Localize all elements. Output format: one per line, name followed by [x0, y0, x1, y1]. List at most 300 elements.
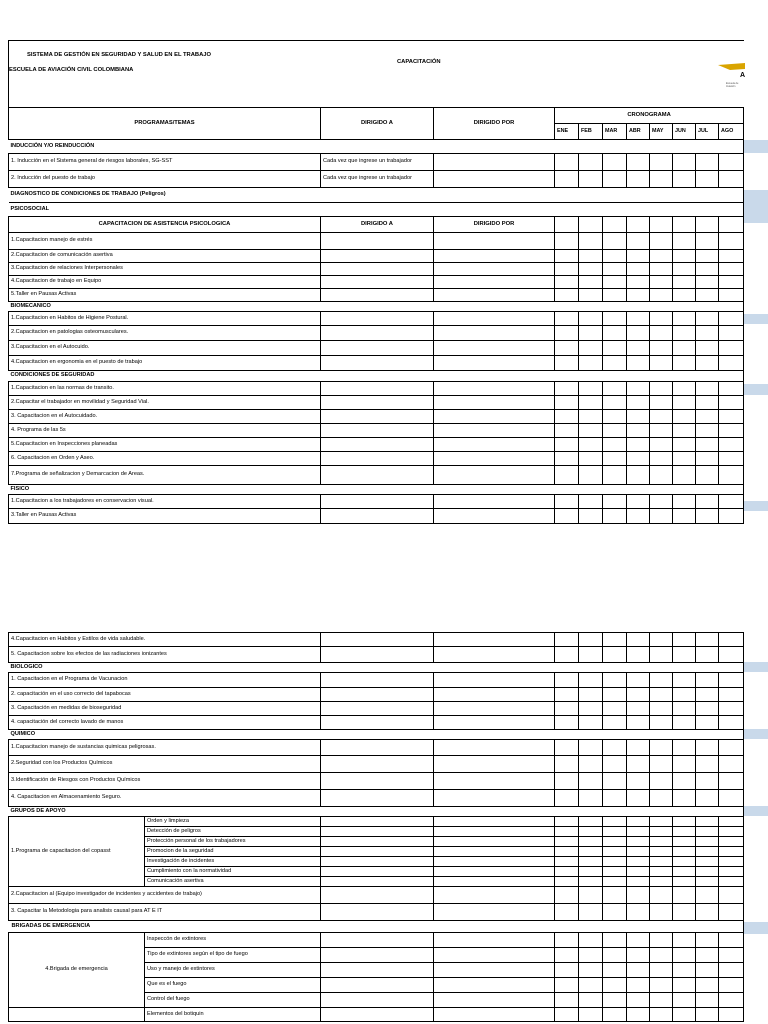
program-topic: 3. Capacitar la Metodologia para analisis causal para AT E IT — [9, 904, 321, 921]
schedule-cell — [673, 410, 696, 424]
schedule-cell — [696, 233, 719, 250]
schedule-cell — [579, 495, 603, 509]
schedule-cell — [627, 847, 650, 857]
month-jun: JUN — [673, 124, 696, 140]
dirigido-a-cell — [321, 756, 434, 773]
dirigido-a-cell — [321, 276, 434, 289]
header-line-1: SISTEMA DE GESTIÓN EN SEGURIDAD Y SALUD EN EL TRABAJO — [27, 52, 212, 58]
schedule-cell — [579, 673, 603, 688]
dirigido-a-cell — [321, 817, 434, 827]
schedule-cell — [673, 688, 696, 702]
dirigido-por-cell — [434, 326, 555, 341]
dirigido-a-cell — [321, 933, 434, 948]
schedule-cell — [650, 633, 673, 647]
program-topic: 2.Capacitacion al (Equipo investigador de incidentes y accidentes de trabajo) — [9, 887, 321, 904]
schedule-cell — [696, 688, 719, 702]
schedule-cell — [555, 963, 579, 978]
program-topic: 5. Capacitacion sobre los efectos de las radiaciones ionizantes — [9, 647, 321, 663]
psico-dirigido-por-header: DIRIGIDO POR — [434, 217, 555, 233]
dirigido-a-cell — [321, 1008, 434, 1022]
schedule-cell — [719, 647, 744, 663]
program-topic: 2. Inducción del puesto de trabajo — [9, 171, 321, 188]
dirigido-a-cell — [321, 233, 434, 250]
program-topic: 2.Capacitar el trabajador en movilidad y Seguridad Vial. — [9, 396, 321, 410]
schedule-cell — [673, 250, 696, 263]
schedule-cell — [627, 673, 650, 688]
section-band — [743, 922, 768, 934]
program-topic: 1. Capacitacion en el Programa de Vacunacion — [9, 673, 321, 688]
schedule-cell — [555, 495, 579, 509]
schedule-cell — [673, 495, 696, 509]
schedule-cell — [555, 716, 579, 730]
schedule-cell — [650, 263, 673, 276]
schedule-cell — [603, 263, 627, 276]
dirigido-por-cell — [434, 466, 555, 485]
dirigido-por-cell — [434, 673, 555, 688]
schedule-cell — [603, 250, 627, 263]
schedule-cell — [673, 857, 696, 867]
dirigido-a-cell — [321, 452, 434, 466]
schedule-cell — [603, 740, 627, 756]
program-topic: 1.Capacitacion manejo de sustancias quimicas peligrosas. — [9, 740, 321, 756]
month-jul: JUL — [696, 124, 719, 140]
schedule-cell — [603, 867, 627, 877]
schedule-cell — [579, 933, 603, 948]
schedule-cell — [673, 396, 696, 410]
dirigido-por-cell — [434, 263, 555, 276]
schedule-cell — [719, 396, 744, 410]
schedule-cell — [719, 341, 744, 356]
dirigido-a-cell — [321, 424, 434, 438]
schedule-cell — [555, 424, 579, 438]
schedule-cell — [650, 827, 673, 837]
program-topic: 5.Taller en Pausas Activas — [9, 289, 321, 302]
schedule-cell — [650, 154, 673, 171]
schedule-cell — [555, 356, 579, 371]
schedule-cell — [627, 716, 650, 730]
logo-subtext: Escuela de Aviación — [726, 82, 739, 88]
schedule-cell — [555, 904, 579, 921]
program-topic: 2.Capacitacion de comunicación asertiva — [9, 250, 321, 263]
schedule-cell — [650, 438, 673, 452]
copasst-topic: Cumplimiento con la normatividad — [145, 867, 321, 877]
schedule-cell — [719, 289, 744, 302]
schedule-cell — [719, 326, 744, 341]
schedule-cell — [555, 396, 579, 410]
schedule-cell — [555, 312, 579, 326]
schedule-cell — [719, 817, 744, 827]
schedule-cell — [673, 289, 696, 302]
program-topic: 1. Inducción en el Sistema general de riesgos laborales, SG-SST — [9, 154, 321, 171]
copasst-topic: Detección de peligros — [145, 827, 321, 837]
dirigido-a-cell — [321, 688, 434, 702]
schedule-cell — [555, 154, 579, 171]
schedule-cell — [555, 857, 579, 867]
schedule-cell — [603, 382, 627, 396]
dirigido-a-cell — [321, 356, 434, 371]
dirigido-por-cell — [434, 382, 555, 396]
program-topic: 3.Identificación de Riesgos con Productos Químicos — [9, 773, 321, 790]
schedule-cell — [673, 790, 696, 807]
table-page-2 — [8, 632, 743, 1022]
schedule-cell — [696, 289, 719, 302]
schedule-cell — [650, 817, 673, 827]
month-mar: MAR — [603, 124, 627, 140]
schedule-cell — [579, 993, 603, 1008]
schedule-cell — [719, 217, 744, 233]
dirigido-a-cell — [321, 263, 434, 276]
schedule-cell — [673, 978, 696, 993]
schedule-cell — [579, 817, 603, 827]
dirigido-por-cell — [434, 827, 555, 837]
schedule-cell — [650, 716, 673, 730]
schedule-cell — [579, 790, 603, 807]
schedule-cell — [579, 1008, 603, 1022]
schedule-cell — [696, 716, 719, 730]
schedule-cell — [579, 382, 603, 396]
dirigido-a-cell — [321, 773, 434, 790]
schedule-cell — [555, 438, 579, 452]
schedule-cell — [555, 326, 579, 341]
schedule-cell — [696, 756, 719, 773]
schedule-cell — [696, 647, 719, 663]
brigada-topic: Tipo de extintores según el tipo de fuego — [145, 948, 321, 963]
schedule-cell — [696, 877, 719, 887]
schedule-cell — [719, 948, 744, 963]
schedule-cell — [650, 867, 673, 877]
schedule-cell — [719, 867, 744, 877]
col-programas: PROGRAMAS/TEMAS — [9, 108, 321, 140]
schedule-cell — [555, 466, 579, 485]
schedule-cell — [673, 312, 696, 326]
schedule-cell — [555, 887, 579, 904]
dirigido-a-cell — [321, 963, 434, 978]
schedule-cell — [673, 509, 696, 524]
schedule-cell — [555, 382, 579, 396]
schedule-cell — [555, 688, 579, 702]
schedule-cell — [696, 452, 719, 466]
schedule-cell — [555, 837, 579, 847]
schedule-cell — [696, 867, 719, 877]
dirigido-por-cell — [434, 716, 555, 730]
schedule-cell — [650, 495, 673, 509]
schedule-cell — [627, 312, 650, 326]
schedule-cell — [673, 837, 696, 847]
schedule-cell — [627, 633, 650, 647]
schedule-cell — [603, 688, 627, 702]
schedule-cell — [555, 233, 579, 250]
dirigido-por-cell — [434, 438, 555, 452]
schedule-cell — [627, 233, 650, 250]
program-topic: 4.Capacitacion en ergonomia en el puesto de trabajo — [9, 356, 321, 371]
schedule-cell — [696, 424, 719, 438]
schedule-cell — [579, 877, 603, 887]
schedule-cell — [579, 978, 603, 993]
document-header — [8, 40, 744, 108]
table-page-1 — [8, 107, 743, 524]
month-may: MAY — [650, 124, 673, 140]
schedule-cell — [555, 867, 579, 877]
schedule-cell — [719, 756, 744, 773]
schedule-cell — [696, 382, 719, 396]
schedule-cell — [650, 790, 673, 807]
dirigido-por-cell — [434, 396, 555, 410]
col-cronograma: CRONOGRAMA — [555, 108, 744, 124]
schedule-cell — [650, 452, 673, 466]
schedule-cell — [719, 790, 744, 807]
schedule-cell — [696, 263, 719, 276]
schedule-cell — [650, 289, 673, 302]
dirigido-por-cell — [434, 633, 555, 647]
program-topic: 6. Capacitacion en Orden y Aseo. — [9, 452, 321, 466]
dirigido-por-cell — [434, 276, 555, 289]
schedule-cell — [603, 963, 627, 978]
schedule-cell — [603, 466, 627, 485]
schedule-cell — [696, 509, 719, 524]
schedule-cell — [719, 233, 744, 250]
schedule-cell — [555, 847, 579, 857]
program-topic: 5.Capacitacion en Inspecciones planeadas — [9, 438, 321, 452]
schedule-cell — [555, 740, 579, 756]
schedule-cell — [627, 993, 650, 1008]
schedule-cell — [555, 341, 579, 356]
schedule-cell — [719, 963, 744, 978]
schedule-cell — [555, 933, 579, 948]
schedule-cell — [673, 740, 696, 756]
schedule-cell — [603, 904, 627, 921]
schedule-cell — [650, 877, 673, 887]
schedule-cell — [579, 740, 603, 756]
schedule-cell — [673, 933, 696, 948]
section-heading: GRUPOS DE APOYO — [9, 807, 744, 817]
schedule-cell — [579, 857, 603, 867]
psico-programas-header: CAPACITACION DE ASISTENCIA PSICOLOGICA — [9, 217, 321, 233]
dirigido-a-cell — [321, 341, 434, 356]
dirigido-a-cell — [321, 382, 434, 396]
schedule-cell — [650, 847, 673, 857]
copasst-topic: Promocion de la seguridad — [145, 847, 321, 857]
schedule-cell — [555, 217, 579, 233]
schedule-cell — [650, 382, 673, 396]
schedule-cell — [579, 716, 603, 730]
dirigido-a-cell — [321, 633, 434, 647]
schedule-cell — [555, 790, 579, 807]
schedule-cell — [650, 993, 673, 1008]
logo-letter: A — [740, 72, 746, 79]
dirigido-por-cell — [434, 867, 555, 877]
section-band — [743, 501, 768, 511]
schedule-cell — [673, 263, 696, 276]
section-heading: BIOLOGICO — [9, 663, 744, 673]
schedule-cell — [719, 887, 744, 904]
dirigido-por-cell — [434, 509, 555, 524]
schedule-cell — [579, 341, 603, 356]
dirigido-por-cell — [434, 495, 555, 509]
schedule-cell — [696, 837, 719, 847]
schedule-cell — [603, 756, 627, 773]
schedule-cell — [719, 740, 744, 756]
schedule-cell — [650, 933, 673, 948]
schedule-cell — [627, 263, 650, 276]
schedule-cell — [696, 1008, 719, 1022]
schedule-cell — [627, 948, 650, 963]
schedule-cell — [555, 827, 579, 837]
schedule-cell — [627, 790, 650, 807]
schedule-cell — [719, 827, 744, 837]
schedule-cell — [579, 438, 603, 452]
dirigido-a-cell — [321, 410, 434, 424]
schedule-cell — [696, 495, 719, 509]
schedule-cell — [603, 978, 627, 993]
schedule-cell — [696, 933, 719, 948]
schedule-cell — [579, 509, 603, 524]
schedule-cell — [696, 438, 719, 452]
schedule-cell — [555, 702, 579, 716]
program-topic: 3. Capacitación en medidas de bioseguridad — [9, 702, 321, 716]
schedule-cell — [603, 438, 627, 452]
program-topic: 4. Capacitacion en Almacenamiento Seguro. — [9, 790, 321, 807]
program-topic: 1.Capacitacion en Habitos de Higiene Postural. — [9, 312, 321, 326]
schedule-cell — [627, 154, 650, 171]
schedule-cell — [719, 410, 744, 424]
schedule-cell — [696, 466, 719, 485]
section-band — [743, 806, 768, 816]
schedule-cell — [673, 154, 696, 171]
schedule-cell — [719, 857, 744, 867]
schedule-cell — [650, 702, 673, 716]
dirigido-por-cell — [434, 756, 555, 773]
dirigido-por-cell — [434, 410, 555, 424]
brigada-program: 4.Brigada de emergencia — [9, 933, 145, 1008]
program-topic: 2.Seguridad con los Productos Químicos — [9, 756, 321, 773]
schedule-cell — [603, 673, 627, 688]
schedule-cell — [627, 756, 650, 773]
schedule-cell — [603, 817, 627, 827]
program-topic: 4. Programa de las 5s — [9, 424, 321, 438]
schedule-cell — [696, 341, 719, 356]
schedule-cell — [719, 673, 744, 688]
dirigido-por-cell — [434, 250, 555, 263]
section-band — [743, 662, 768, 672]
schedule-cell — [673, 847, 696, 857]
section-band — [743, 190, 768, 223]
training-table-continued — [8, 632, 744, 1022]
schedule-cell — [555, 948, 579, 963]
program-topic: 7.Programa de señalizacion y Demarcacion de Areas. — [9, 466, 321, 485]
schedule-cell — [603, 857, 627, 867]
section-heading: BRIGADAS DE EMERGENCIA — [9, 921, 744, 933]
program-topic: 1.Capacitacion a los trabajadores en conservacion visual. — [9, 495, 321, 509]
schedule-cell — [673, 827, 696, 837]
month-ago: AGO — [719, 124, 744, 140]
schedule-cell — [696, 978, 719, 993]
schedule-cell — [696, 633, 719, 647]
schedule-cell — [673, 756, 696, 773]
schedule-cell — [579, 276, 603, 289]
schedule-cell — [627, 424, 650, 438]
schedule-cell — [650, 837, 673, 847]
schedule-cell — [627, 688, 650, 702]
section-heading: CONDICIONES DE SEGURIDAD — [9, 371, 744, 382]
schedule-cell — [696, 171, 719, 188]
program-topic: 2.Capacitacion en patologias osteomusculares. — [9, 326, 321, 341]
schedule-cell — [603, 424, 627, 438]
schedule-cell — [719, 495, 744, 509]
schedule-cell — [555, 289, 579, 302]
dirigido-por-cell — [434, 857, 555, 867]
schedule-cell — [719, 904, 744, 921]
schedule-cell — [603, 289, 627, 302]
header-line-2: ESCUELA DE AVIACIÓN CIVIL COLOMBIANA — [9, 67, 134, 73]
schedule-cell — [696, 963, 719, 978]
schedule-cell — [627, 978, 650, 993]
schedule-cell — [627, 341, 650, 356]
schedule-cell — [579, 466, 603, 485]
schedule-cell — [719, 702, 744, 716]
schedule-cell — [579, 948, 603, 963]
copasst-topic: Comunicación asertiva — [145, 877, 321, 887]
schedule-cell — [719, 154, 744, 171]
schedule-cell — [650, 509, 673, 524]
schedule-cell — [696, 154, 719, 171]
dirigido-a-cell — [321, 740, 434, 756]
schedule-cell — [603, 312, 627, 326]
schedule-cell — [579, 847, 603, 857]
program-topic: 4. capacitación del correcto lavado de manos — [9, 716, 321, 730]
schedule-cell — [673, 904, 696, 921]
schedule-cell — [696, 857, 719, 867]
schedule-cell — [696, 827, 719, 837]
brigada-topic: Inspeccón de extintores — [145, 933, 321, 948]
schedule-cell — [673, 341, 696, 356]
dirigido-por-cell — [434, 424, 555, 438]
schedule-cell — [627, 452, 650, 466]
schedule-cell — [579, 424, 603, 438]
schedule-cell — [603, 276, 627, 289]
schedule-cell — [673, 326, 696, 341]
schedule-cell — [579, 171, 603, 188]
schedule-cell — [719, 1008, 744, 1022]
section-heading: FISICO — [9, 485, 744, 495]
schedule-cell — [696, 948, 719, 963]
schedule-cell — [673, 233, 696, 250]
schedule-cell — [579, 837, 603, 847]
schedule-cell — [579, 963, 603, 978]
dirigido-a-cell — [321, 466, 434, 485]
schedule-cell — [650, 276, 673, 289]
schedule-cell — [603, 933, 627, 948]
schedule-cell — [719, 382, 744, 396]
dirigido-por-cell — [434, 154, 555, 171]
schedule-cell — [603, 716, 627, 730]
schedule-cell — [555, 978, 579, 993]
schedule-cell — [673, 877, 696, 887]
schedule-cell — [627, 647, 650, 663]
brigada-topic: Elementos del botiquin — [145, 1008, 321, 1022]
dirigido-a-cell — [321, 396, 434, 410]
program-topic: 3.Capacitacion de relaciones Interpersonales — [9, 263, 321, 276]
brigada-topic: Control del fuego — [145, 993, 321, 1008]
schedule-cell — [719, 633, 744, 647]
schedule-cell — [555, 817, 579, 827]
dirigido-por-cell — [434, 887, 555, 904]
section-heading: PSICOSOCIAL — [9, 203, 744, 217]
schedule-cell — [719, 452, 744, 466]
schedule-cell — [603, 171, 627, 188]
schedule-cell — [603, 773, 627, 790]
copasst-program: 1.Programa de capacitacion del copasst — [9, 817, 145, 887]
dirigido-por-cell — [434, 452, 555, 466]
